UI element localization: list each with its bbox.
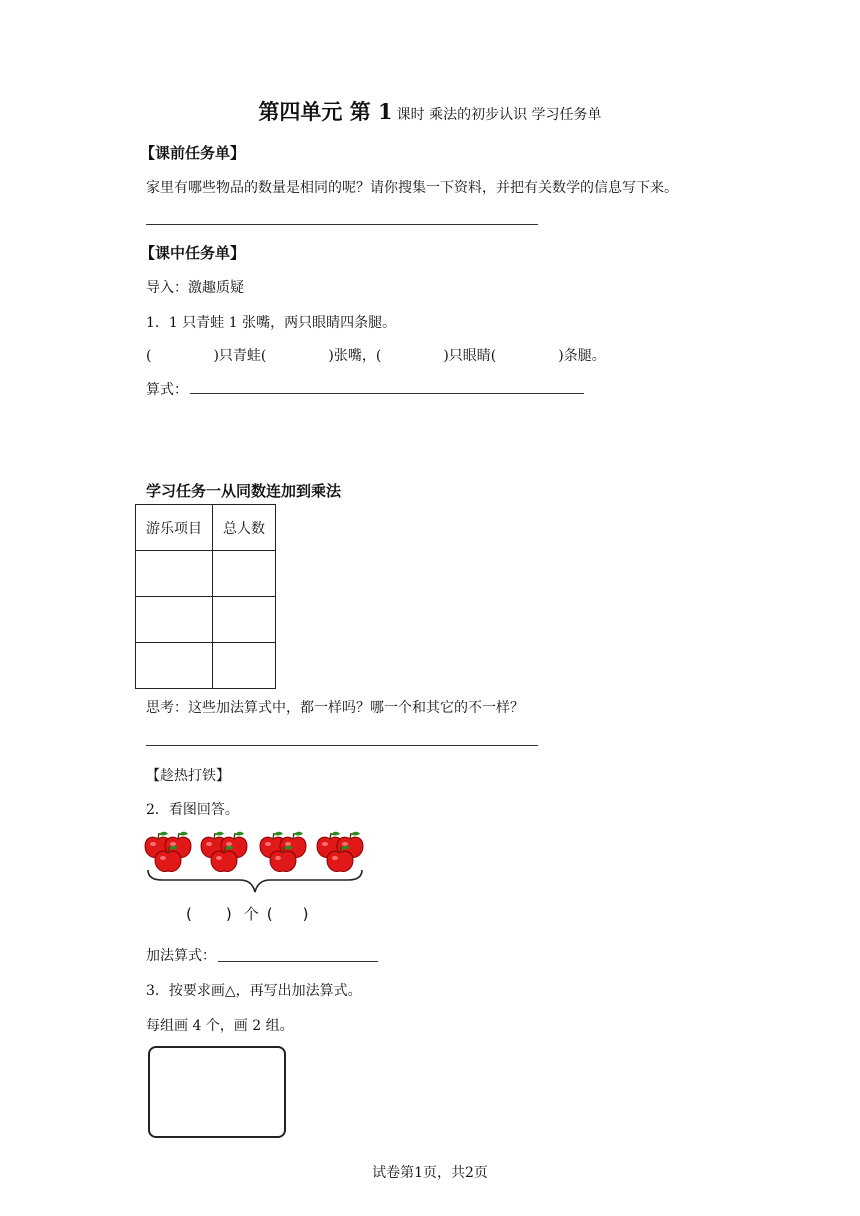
add-formula-label: 加法算式： bbox=[146, 948, 216, 964]
apple-group-icon bbox=[260, 832, 306, 872]
apple-group-icon bbox=[145, 832, 191, 872]
table-row bbox=[136, 643, 276, 689]
fill-text: )张嘴，( bbox=[328, 348, 382, 364]
page-title bbox=[0, 96, 860, 126]
question-2: 2．看图回答。 bbox=[146, 802, 239, 818]
fill-text: )只青蛙( bbox=[213, 348, 267, 364]
table-cell[interactable] bbox=[136, 597, 213, 643]
q1-fill-row bbox=[146, 345, 606, 365]
caption-ge: 个 bbox=[243, 905, 259, 923]
activity-table bbox=[135, 504, 276, 689]
caption-paren: ( bbox=[186, 905, 192, 923]
caption-paren: ) bbox=[302, 905, 309, 923]
answer-line-2[interactable] bbox=[146, 745, 538, 746]
question-1: 1．1 只青蛙 1 张嘴，两只眼睛四条腿。 bbox=[146, 315, 397, 331]
think-question: 思考：这些加法算式中，都一样吗？哪一个和其它的不一样？ bbox=[146, 700, 524, 716]
add-formula-line[interactable] bbox=[218, 961, 378, 962]
page-footer: 试卷第1页，共2页 bbox=[372, 1165, 488, 1181]
caption-paren: ) bbox=[225, 905, 232, 923]
title-bold: 第四单元 第 1 bbox=[258, 99, 393, 124]
pre-class-heading: 【课前任务单】 bbox=[140, 144, 246, 162]
formula-label: 算式： bbox=[146, 382, 188, 398]
apples-illustration bbox=[140, 830, 370, 902]
formula-answer-line[interactable] bbox=[190, 393, 584, 394]
apple-caption bbox=[186, 903, 308, 924]
table-cell[interactable] bbox=[213, 597, 276, 643]
in-class-heading: 【课中任务单】 bbox=[140, 244, 246, 262]
answer-line-1[interactable] bbox=[146, 224, 538, 225]
fill-text: )条腿。 bbox=[558, 348, 606, 364]
table-cell[interactable] bbox=[136, 643, 213, 689]
fill-text: )只眼睛( bbox=[443, 348, 497, 364]
brace-icon bbox=[148, 870, 362, 892]
drawing-box[interactable] bbox=[148, 1046, 286, 1138]
task1-heading: 学习任务一从同数连加到乘法 bbox=[146, 482, 342, 500]
table-cell[interactable] bbox=[136, 551, 213, 597]
pre-class-prompt: 家里有哪些物品的数量是相同的呢？请你搜集一下资料，并把有关数学的信息写下来。 bbox=[146, 180, 678, 196]
table-cell[interactable] bbox=[213, 551, 276, 597]
header-total: 总人数 bbox=[213, 505, 276, 551]
header-activity: 游乐项目 bbox=[136, 505, 213, 551]
table-header-row bbox=[136, 505, 276, 551]
table-row bbox=[136, 597, 276, 643]
apple-group-icon bbox=[317, 832, 363, 872]
table-cell[interactable] bbox=[213, 643, 276, 689]
question-3-detail: 每组画 4 个，画 2 组。 bbox=[146, 1018, 294, 1034]
apple-group-icon bbox=[201, 832, 247, 872]
fill-paren: ( bbox=[146, 348, 152, 364]
practice-heading: 【趁热打铁】 bbox=[146, 768, 230, 784]
table-row bbox=[136, 551, 276, 597]
intro-text: 导入：激趣质疑 bbox=[146, 280, 244, 296]
caption-paren: ( bbox=[266, 905, 273, 923]
question-3: 3．按要求画△，再写出加法算式。 bbox=[146, 983, 362, 999]
title-rest: 课时 乘法的初步认识 学习任务单 bbox=[396, 107, 602, 123]
